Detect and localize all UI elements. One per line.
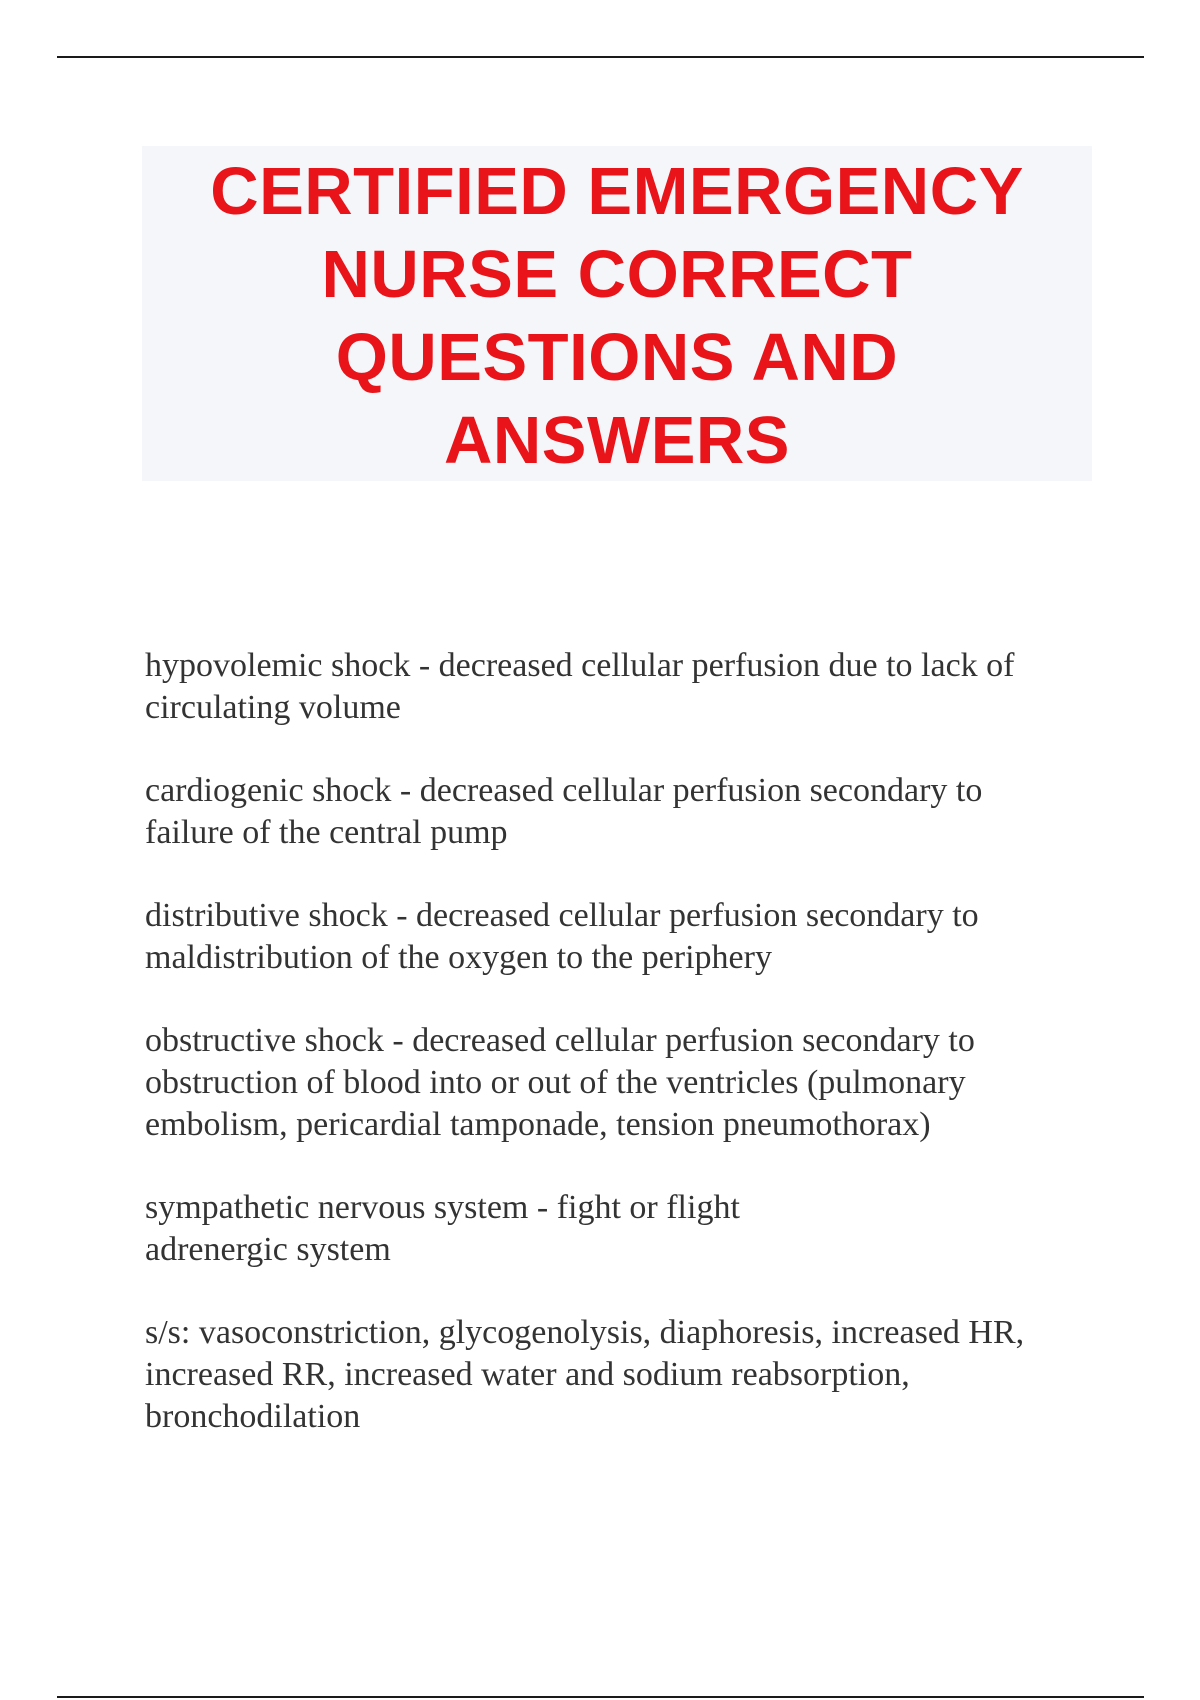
entry-line: increased RR, increased water and sodium reabsorption, bbox=[145, 1356, 910, 1393]
entry-line: obstruction of blood into or out of the ventricles (pulmonary bbox=[145, 1064, 966, 1101]
title-line: NURSE CORRECT bbox=[321, 237, 913, 312]
qa-entry-signs-symptoms bbox=[145, 1312, 1105, 1438]
title-line: ANSWERS bbox=[444, 403, 790, 478]
entry-line: bronchodilation bbox=[145, 1398, 361, 1435]
qa-entry-hypovolemic-shock bbox=[145, 645, 1105, 729]
qa-entry-obstructive-shock bbox=[145, 1020, 1105, 1146]
qa-entry-distributive-shock bbox=[145, 895, 1105, 979]
entry-line: embolism, pericardial tamponade, tension pneumothorax) bbox=[145, 1106, 931, 1143]
entry-line: adrenergic system bbox=[145, 1231, 391, 1268]
title-banner bbox=[142, 146, 1092, 481]
entry-line: cardiogenic shock - decreased cellular perfusion secondary to bbox=[145, 772, 983, 809]
entry-line: obstructive shock - decreased cellular perfusion secondary to bbox=[145, 1022, 975, 1059]
entry-line: failure of the central pump bbox=[145, 814, 508, 851]
title-line: QUESTIONS AND bbox=[335, 320, 899, 395]
entry-line: circulating volume bbox=[145, 689, 401, 726]
entry-line: hypovolemic shock - decreased cellular perfusion due to lack of bbox=[145, 647, 1015, 684]
bottom-divider bbox=[57, 1696, 1144, 1698]
entry-line: distributive shock - decreased cellular perfusion secondary to bbox=[145, 897, 979, 934]
qa-entry-sympathetic-nervous-system bbox=[145, 1187, 1105, 1271]
qa-list bbox=[145, 645, 1105, 1479]
entry-line: maldistribution of the oxygen to the periphery bbox=[145, 939, 772, 976]
top-divider bbox=[57, 56, 1144, 58]
entry-line: s/s: vasoconstriction, glycogenolysis, diaphoresis, increased HR, bbox=[145, 1314, 1025, 1351]
title-line: CERTIFIED EMERGENCY bbox=[210, 154, 1024, 229]
entry-line: sympathetic nervous system - fight or flight bbox=[145, 1189, 740, 1226]
qa-entry-cardiogenic-shock bbox=[145, 770, 1105, 854]
